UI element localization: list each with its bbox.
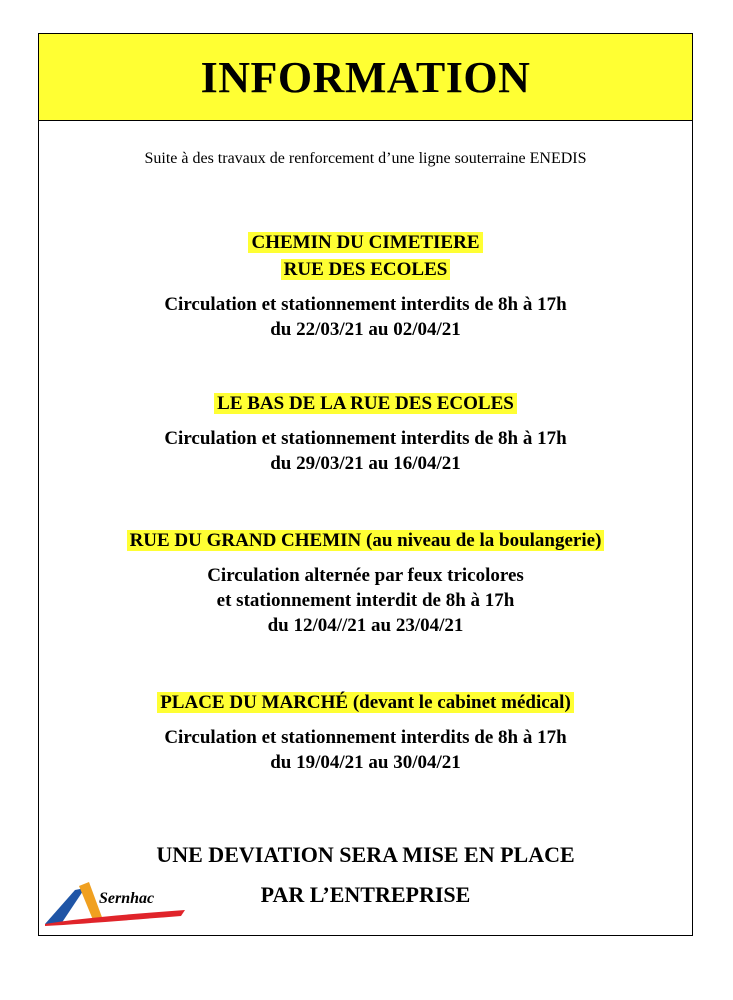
- text-line: Circulation et stationnement interdits de 8h à 17h: [164, 428, 567, 449]
- text-line: du 12/04//21 au 23/04/21: [267, 615, 464, 636]
- section-3: [39, 528, 692, 638]
- text-line: du 29/03/21 au 16/04/21: [270, 453, 461, 474]
- section-text: [39, 725, 692, 775]
- text-line: du 22/03/21 au 02/04/21: [270, 319, 461, 340]
- deviation-line-1: UNE DEVIATION SERA MISE EN PLACE: [156, 842, 575, 867]
- text-line: Circulation alternée par feux tricolores: [207, 565, 524, 586]
- text-line: Circulation et stationnement interdits de 8h à 17h: [164, 294, 567, 315]
- text-line: et stationnement interdit de 8h à 17h: [216, 590, 515, 611]
- section-heading: LE BAS DE LA RUE DES ECOLES: [214, 393, 517, 414]
- notice-frame: [38, 33, 693, 936]
- section-text: [39, 292, 692, 342]
- section-heading: RUE DU GRAND CHEMIN (au niveau de la boulangerie): [127, 530, 605, 551]
- section-4: [39, 690, 692, 775]
- section-2: [39, 391, 692, 476]
- section-heading: PLACE DU MARCHÉ (devant le cabinet médical): [157, 692, 574, 713]
- logo-text: Sernhac: [99, 890, 155, 907]
- section-heading: CHEMIN DU CIMETIERE: [248, 232, 482, 253]
- section-1: [39, 230, 692, 342]
- section-heading: RUE DES ECOLES: [281, 259, 451, 280]
- text-line: du 19/04/21 au 30/04/21: [270, 752, 461, 773]
- section-text: [39, 426, 692, 476]
- page-title: INFORMATION: [200, 52, 531, 102]
- text-line: Circulation et stationnement interdits de 8h à 17h: [164, 727, 567, 748]
- intro-text: Suite à des travaux de renforcement d’une ligne souterraine ENEDIS: [144, 150, 587, 167]
- section-text: [39, 563, 692, 638]
- title-banner: [39, 34, 692, 121]
- deviation-line-2: PAR L’ENTREPRISE: [260, 882, 471, 907]
